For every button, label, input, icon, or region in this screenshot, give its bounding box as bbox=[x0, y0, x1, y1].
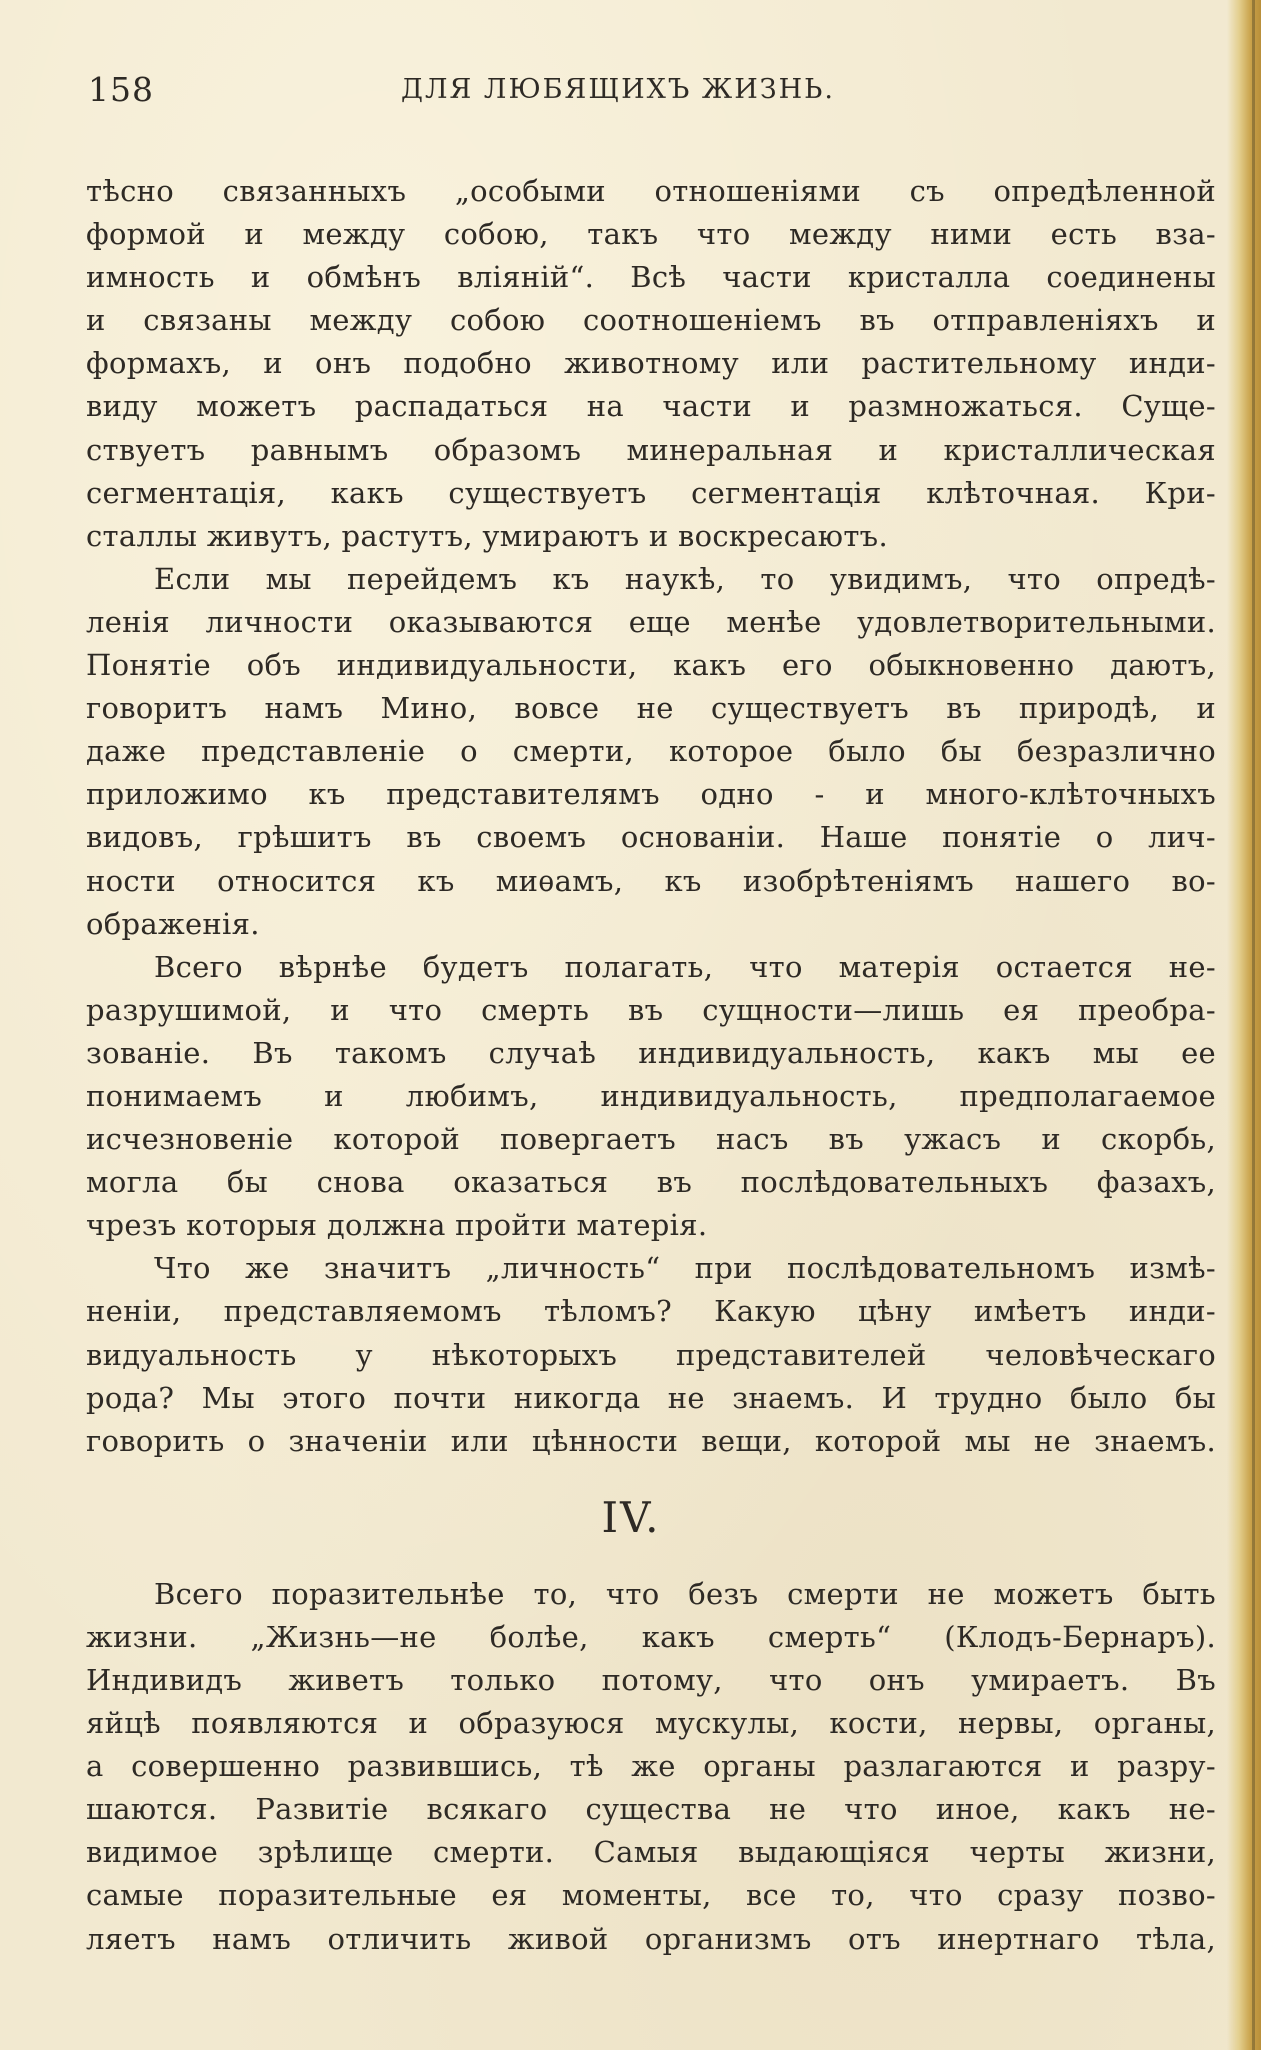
text-line: рода? Мы этого почти никогда не знаемъ. И трудно было бы bbox=[86, 1380, 1216, 1415]
text-line: чрезъ которыя должна пройти матерія. bbox=[86, 1208, 708, 1243]
text-line: Индивидъ живетъ только потому, что онъ умираетъ. Въ bbox=[86, 1663, 1216, 1697]
text-line: жизни. „Жизнь—не болѣе, какъ смерть“ (Клодъ-Бернаръ). bbox=[86, 1619, 1216, 1654]
text-line: говорить о значеніи или цѣнности вещи, которой мы не знаемъ. bbox=[86, 1423, 1216, 1458]
text-line: приложимо къ представителямъ одно - и много-клѣточныхъ bbox=[86, 777, 1216, 812]
text-line: даже представленіе о смерти, которое было бы безразлично bbox=[86, 734, 1216, 769]
text-line: ствуетъ равнымъ образомъ минеральная и кристаллическая bbox=[86, 432, 1216, 467]
text-line: ности относится къ миѳамъ, къ изобрѣтеніямъ нашего во- bbox=[86, 863, 1216, 898]
text-line: и связаны между собою соотношеніемъ въ отправленіяхъ и bbox=[86, 303, 1216, 338]
body-text bbox=[86, 170, 1216, 1961]
book-edge bbox=[1227, 0, 1261, 2050]
text-line: ляетъ намъ отличить живой организмъ отъ инертнаго тѣла, bbox=[86, 1921, 1216, 1956]
text-line: имность и обмѣнъ вліяній“. Всѣ части кристалла соединены bbox=[86, 260, 1216, 295]
text-line: понимаемъ и любимъ, индивидуальность, предполагаемое bbox=[86, 1078, 1216, 1113]
text-line: ленія личности оказываются еще менѣе удовлетворительными. bbox=[86, 604, 1216, 639]
text-line: зованіе. Въ такомъ случаѣ индивидуальность, какъ мы ее bbox=[86, 1035, 1216, 1070]
text-line: неніи, представляемомъ тѣломъ? Какую цѣну имѣетъ инди- bbox=[86, 1294, 1216, 1329]
book-edge-line bbox=[1252, 0, 1255, 2050]
text-line: разрушимой, и что смерть въ сущности—лишь ея преобра- bbox=[86, 992, 1216, 1027]
text-line: виду можетъ распадаться на части и размножаться. Суще- bbox=[86, 389, 1216, 424]
text-line: шаются. Развитіе всякаго существа не что иное, какъ не- bbox=[86, 1792, 1216, 1827]
paragraph-first-line: Всего вѣрнѣе будетъ полагать, что матерія остается не- bbox=[154, 949, 1216, 984]
text-line: видуальность у нѣкоторыхъ представителей человѣческаго bbox=[86, 1337, 1216, 1372]
paragraph-first-line: Что же значитъ „личность“ при послѣдовательномъ измѣ- bbox=[154, 1251, 1216, 1286]
paragraph-first-line: Если мы перейдемъ къ наукѣ, то увидимъ, что опредѣ- bbox=[154, 561, 1216, 596]
text-line: сегментація, какъ существуетъ сегментація клѣточная. Кри- bbox=[86, 475, 1216, 510]
text-line: видовъ, грѣшитъ въ своемъ основаніи. Наше понятіе о лич- bbox=[86, 820, 1216, 855]
running-title: ДЛЯ ЛЮБЯЩИХЪ ЖИЗНЬ. bbox=[401, 74, 835, 105]
text-line: сталлы живутъ, растутъ, умираютъ и воскресаютъ. bbox=[86, 518, 888, 553]
page-number: 158 bbox=[88, 70, 154, 109]
text-line: формахъ, и онъ подобно животному или растительному инди- bbox=[86, 346, 1216, 381]
text-line: Понятіе объ индивидуальности, какъ его обыкновенно даютъ, bbox=[86, 648, 1216, 683]
text-line: тѣсно связанныхъ „особыми отношеніями съ опредѣленной bbox=[86, 174, 1216, 208]
text-line: могла бы снова оказаться въ послѣдовательныхъ фазахъ, bbox=[86, 1165, 1216, 1200]
text-line: исчезновеніе которой повергаетъ насъ въ ужасъ и скорбь, bbox=[86, 1122, 1216, 1157]
text-line: формой и между собою, такъ что между ними есть вза- bbox=[86, 217, 1216, 252]
text-line: самые поразительные ея моменты, все то, что сразу позво- bbox=[86, 1878, 1216, 1913]
section-heading: IV. bbox=[601, 1492, 661, 1542]
running-header bbox=[88, 70, 1214, 120]
text-line: говоритъ намъ Мино, вовсе не существуетъ въ природѣ, и bbox=[86, 691, 1216, 726]
text-line: а совершенно развившись, тѣ же органы разлагаются и разру- bbox=[86, 1749, 1216, 1784]
text-line: ображенія. bbox=[86, 906, 260, 941]
text-line: яйцѣ появляются и образуюся мускулы, кости, нервы, органы, bbox=[86, 1706, 1216, 1741]
text-line: видимое зрѣлище смерти. Самыя выдающіяся черты жизни, bbox=[86, 1835, 1216, 1870]
paragraph-first-line: Всего поразительнѣе то, что безъ смерти не можетъ быть bbox=[154, 1576, 1216, 1611]
